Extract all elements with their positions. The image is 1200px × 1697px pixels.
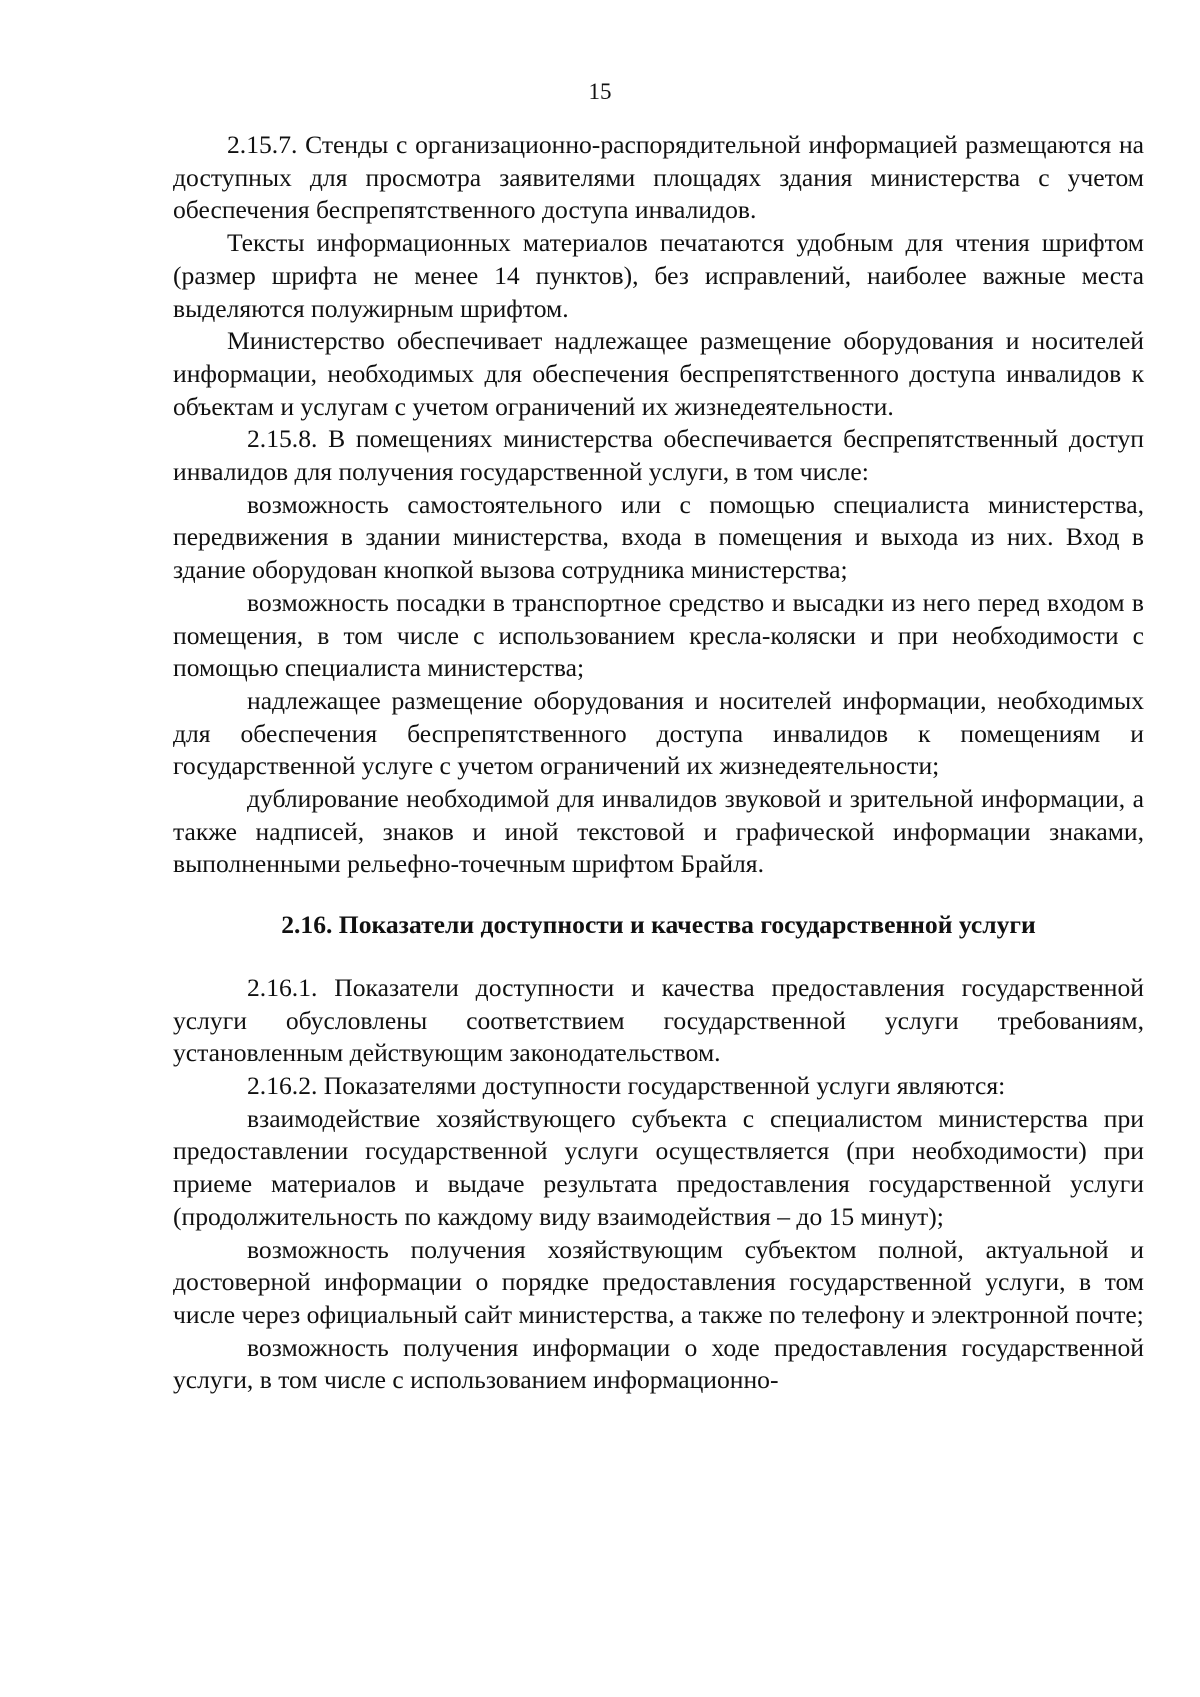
paragraph-interaction: взаимодействие хозяйствующего субъекта с специалистом министерства при предоставлении государственной услуги осуществляется (при необходимости) при приеме материалов и выдаче результата предоставления государственной услуги (продолжительность по каждому виду взаимодействия – до 15 минут); [173, 1103, 1144, 1231]
paragraph-ministry-equipment: Министерство обеспечивает надлежащее размещение оборудования и носителей информации, необходимых для обеспечения беспрепятственного доступа инвалидов к объектам и услугам с учетом ограничений их жизнедеятельности. [173, 326, 1144, 421]
paragraph-2-15-8: 2.15.8. В помещениях министерства обеспечивается беспрепятственный доступ инвалидов для получения государственной услуги, в том числе: [173, 424, 1144, 487]
paragraph-equipment-placement: надлежащее размещение оборудования и носителей информации, необходимых для обеспечения беспрепятственного доступа инвалидов к помещениям и государственной услуге с учетом ограничений их жизнедеятельности; [173, 685, 1144, 781]
paragraph-information-access: возможность получения хозяйствующим субъектом полной, актуальной и достоверной информации о порядке предоставления государственной услуги, в том числе через официальный сайт министерства, а также по телефону и электронной почте; [173, 1234, 1144, 1329]
paragraph-transport-access: возможность посадки в транспортное средство и высадки из него перед входом в помещения, в том числе с использованием кресла-коляски и при необходимости с помощью специалиста министерства; [173, 587, 1144, 683]
paragraph-2-16-2: 2.16.2. Показателями доступности государственной услуги являются: [247, 1070, 1006, 1100]
paragraph-braille-duplication: дублирование необходимой для инвалидов звуковой и зрительной информации, а также надписей, знаков и иной текстовой и графической информации знаками, выполненными рельефно-точечным шрифтом Брайля. [173, 784, 1144, 879]
paragraph-2-16-1: 2.16.1. Показатели доступности и качества предоставления государственной услуги обусловлены соответствием государственной услуги требованиям, установленным действующим законодательством. [173, 972, 1144, 1068]
paragraph-progress-information: возможность получения информации о ходе предоставления государственной услуги, в том числе с использованием информационно- [173, 1332, 1144, 1395]
page-number: 15 [588, 79, 612, 104]
section-heading-2-16: 2.16. Показатели доступности и качества государственной услуги [281, 910, 1036, 940]
document-body [173, 129, 1144, 1397]
paragraph-text-requirements: Тексты информационных материалов печатаются удобным для чтения шрифтом (размер шрифта не менее 14 пунктов), без исправлений, наиболее важные места выделяются полужирным шрифтом. [173, 228, 1144, 323]
paragraph-movement-access: возможность самостоятельного или с помощью специалиста министерства, передвижения в здании министерства, входа в помещения и выхода из них. Вход в здание оборудован кнопкой вызова сотрудника министерства; [173, 489, 1144, 585]
paragraph-2-15-7: 2.15.7. Стенды с организационно-распорядительной информацией размещаются на доступных для просмотра заявителями площадях здания министерства с учетом обеспечения беспрепятственного доступа инвалидов. [173, 130, 1144, 225]
